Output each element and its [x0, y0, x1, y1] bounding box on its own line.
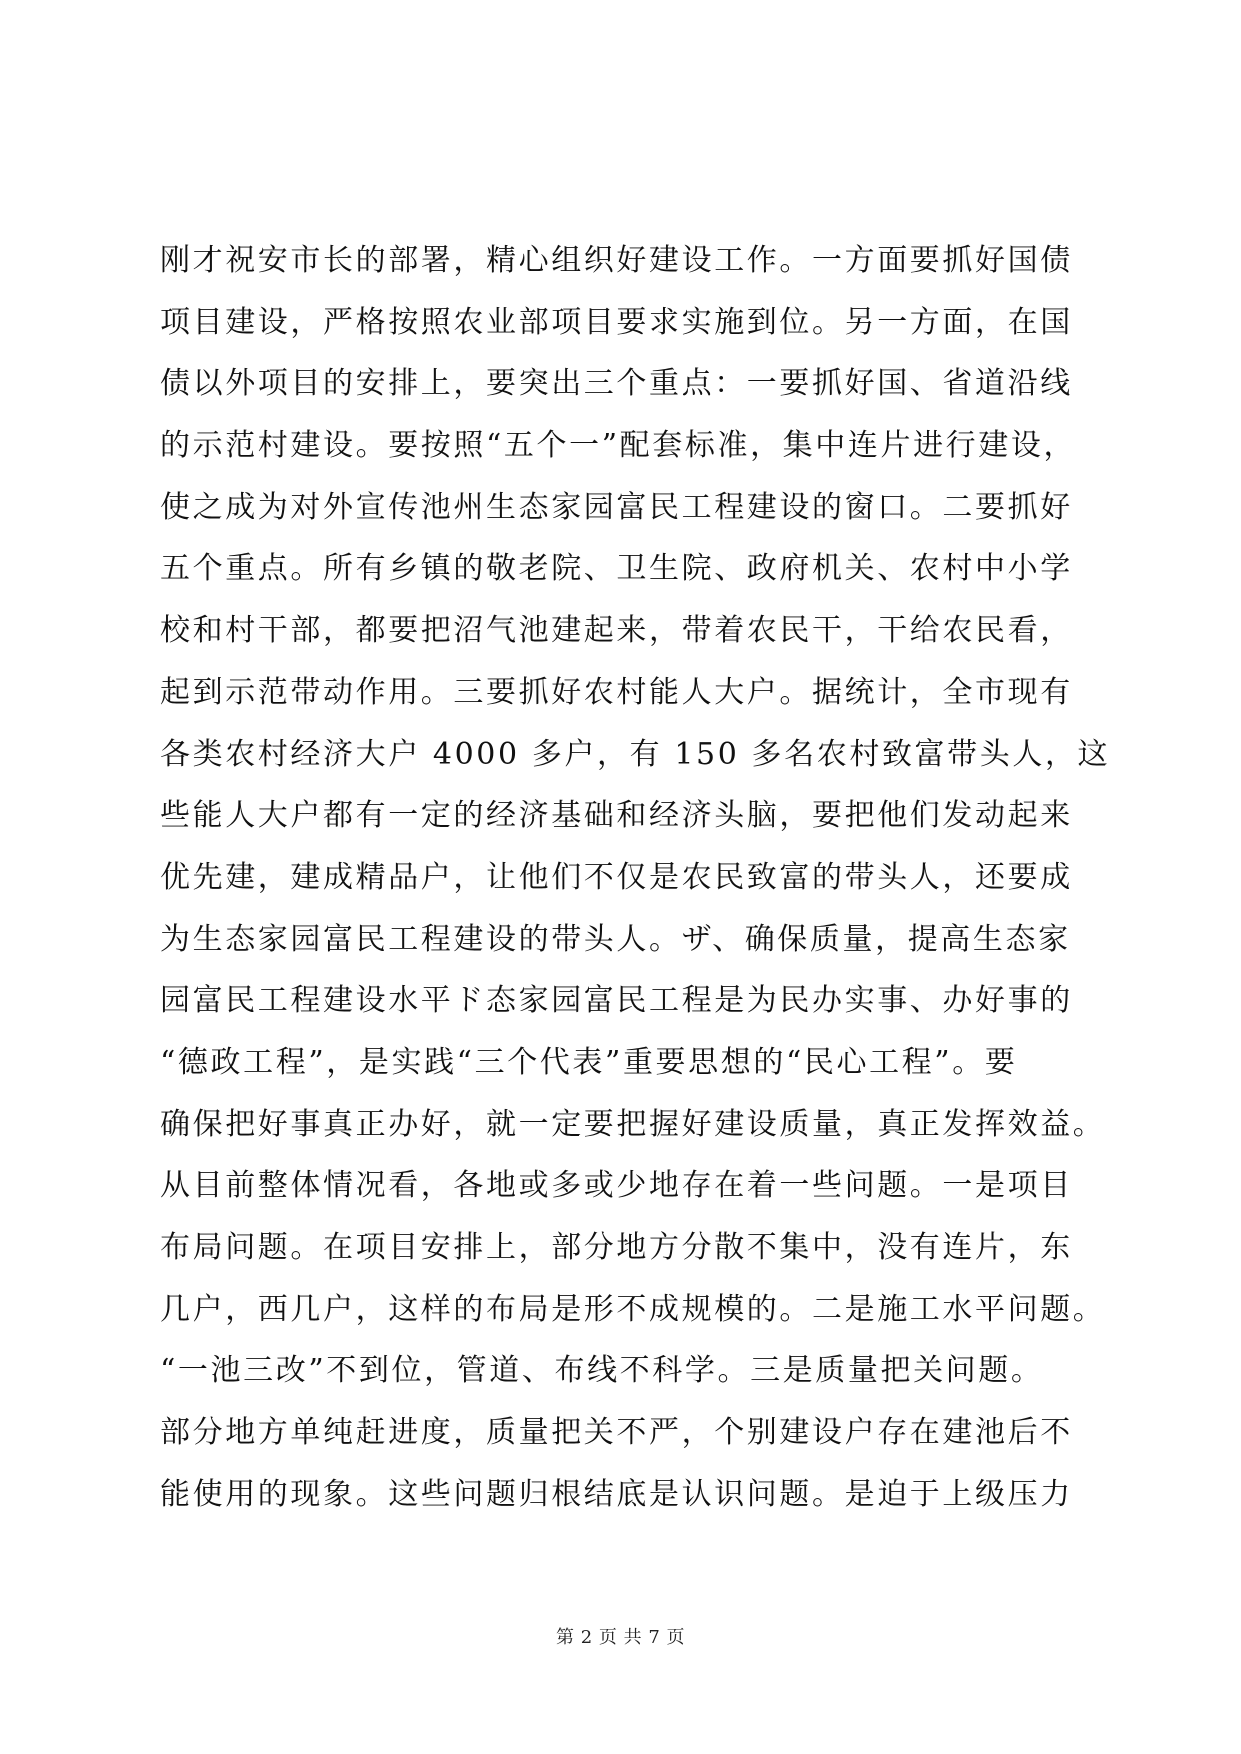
text-line: 部分地方单纯赶进度，质量把关不严，个别建设户存在建池后不 [160, 1415, 1073, 1451]
text-line: 五个重点。所有乡镇的敬老院、卫生院、政府机关、农村中小学 [160, 551, 1073, 587]
text-line: 债以外项目的安排上，要突出三个重点：一要抓好国、省道沿线 [160, 366, 1073, 402]
text-line: 能使用的现象。这些问题归根结底是认识问题。是迫于上级压力 [160, 1476, 1073, 1512]
body-text [160, 230, 1120, 1525]
text-line: 的示范村建设。要按照“五个一”配套标准，集中连片进行建设， [160, 428, 1077, 464]
page-number-footer: 第 2 页 共 7 页 [555, 1627, 685, 1648]
text-line: 起到示范带动作用。三要抓好农村能人大户。据统计，全市现有 [160, 674, 1073, 710]
text-line: “一池三改”不到位，管道、布线不科学。三是质量把关问题。 [160, 1353, 1044, 1389]
text-line: 校和村干部，都要把沼气池建起来，带着农民干，干给农民看， [160, 613, 1073, 649]
text-line: 从目前整体情况看，各地或多或少地存在着一些问题。一是项目 [160, 1168, 1073, 1204]
text-line: 使之成为对外宣传池州生态家园富民工程建设的窗口。二要抓好 [160, 489, 1073, 525]
text-line: 各类农村经济大户 4000 多户，有 150 多名农村致富带头人，这 [160, 736, 1111, 772]
text-line: 刚才祝安市长的部署，精心组织好建设工作。一方面要抓好国债 [160, 243, 1073, 278]
text-line: 几户，西几户，这样的布局是形不成规模的。二是施工水平问题。 [160, 1291, 1106, 1327]
text-line: 布局问题。在项目安排上，部分地方分散不集中，没有连片，东 [160, 1230, 1073, 1265]
text-line: 项目建设，严格按照农业部项目要求实施到位。另一方面，在国 [160, 304, 1073, 340]
text-line: 园富民工程建设水平ド态家园富民工程是为民办实事、办好事的 [160, 983, 1073, 1019]
text-line: “德政工程”，是实践“三个代表”重要思想的“民心工程”。要 [160, 1044, 1018, 1080]
text-line: 些能人大户都有一定的经济基础和经济头脑，要把他们发动起来 [160, 798, 1073, 834]
text-line: 优先建，建成精品户，让他们不仅是农民致富的带头人，还要成 [160, 859, 1073, 895]
text-line: 确保把好事真正办好，就一定要把握好建设质量，真正发挥效益。 [160, 1106, 1106, 1142]
text-line: 为生态家园富民工程建设的带头人。ザ、确保质量，提高生态家 [160, 921, 1071, 957]
